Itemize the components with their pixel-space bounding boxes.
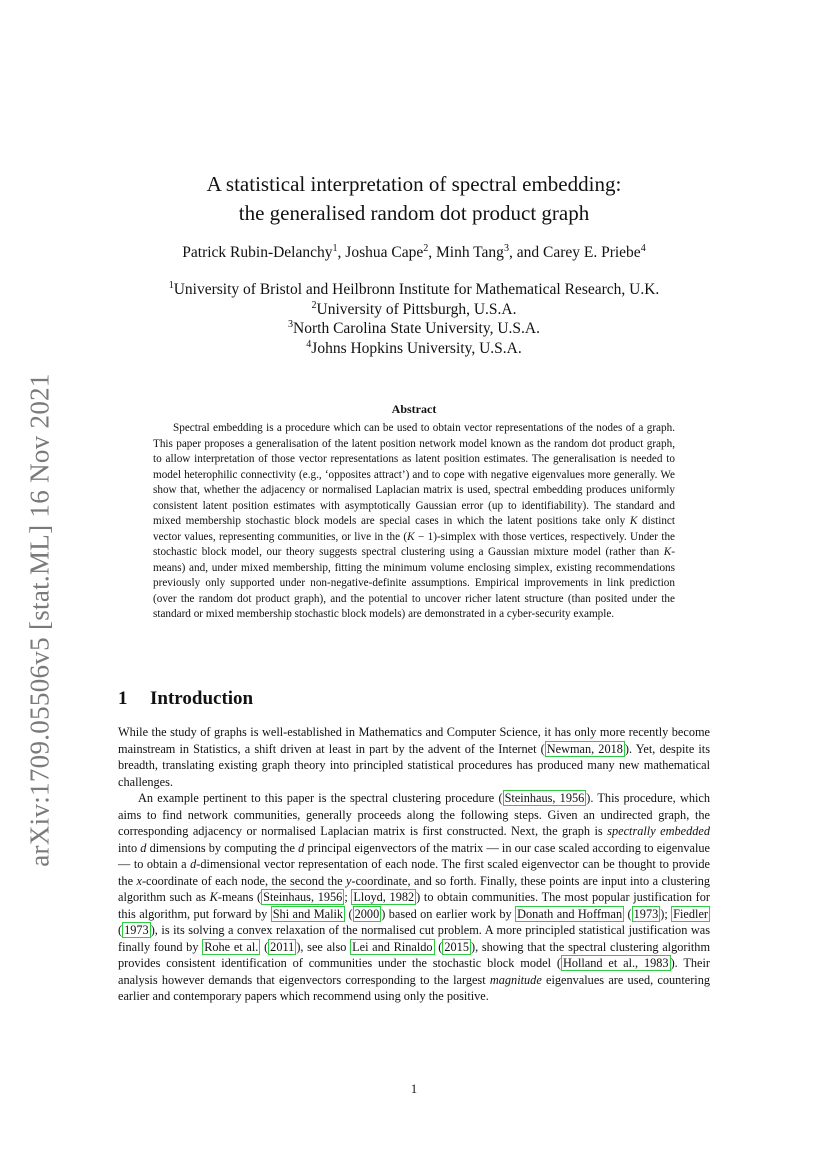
emphasis: spectrally embedded	[607, 824, 710, 838]
math-var: d	[140, 840, 147, 855]
citation-link[interactable]: Shi and Malik	[272, 906, 344, 921]
text-span: eigenvalues are used, countering earlier and contemporary papers which recommend using only the positive.	[118, 972, 710, 1003]
citation-link[interactable]: Donath and Hoffman	[517, 906, 623, 921]
text-span: (	[624, 906, 632, 921]
citation-link[interactable]: 2000	[354, 906, 380, 921]
citation-link[interactable]: 1973	[633, 906, 659, 921]
emphasis: magnitude	[489, 972, 542, 987]
citation-link[interactable]: Newman, 2018	[546, 741, 623, 756]
text-span: ) to obtain communities. The most popular justification for this algorithm, put forward by	[118, 890, 711, 921]
citation-link[interactable]: Lloyd, 1982	[353, 890, 415, 904]
paragraph	[118, 724, 710, 790]
title-line-1: A statistical interpretation of spectral embedding:	[206, 172, 622, 196]
body-text	[118, 724, 710, 1005]
abstract-span: distinct vector values, representing communities, or live in the (	[153, 515, 675, 543]
math-var: K	[629, 515, 638, 527]
affiliation-mark: 2	[311, 299, 317, 311]
math-var: y	[346, 873, 352, 888]
affiliation-text: University of Pittsburgh, U.S.A.	[316, 300, 517, 318]
affiliation	[118, 280, 710, 300]
paragraph	[118, 790, 710, 1005]
affiliation	[118, 319, 710, 339]
affiliation-text: University of Bristol and Heilbronn Institute for Mathematical Research, U.K.	[173, 281, 660, 298]
author-name: Patrick Rubin-Delanchy	[182, 244, 333, 261]
text-span: );	[660, 906, 672, 921]
text-span: ). Yet, despite its breadth, translating existing graph theory into principled statistical procedures has produced many new mathematical challenges.	[118, 741, 711, 789]
affiliation-mark: 1	[168, 279, 174, 291]
text-span: -coordinate of each node, the second the	[141, 873, 347, 888]
text-span: ), see also	[296, 939, 351, 954]
affiliation	[118, 339, 710, 359]
abstract-span: Spectral embedding is a procedure which can be used to obtain vector representations of the nodes of a graph. This paper proposes a generalisation of the latent position network model known as the random dot product graph, to allow interpretation of those vector representations as latent position estimates. The generalisation is needed to model heterophilic connectivity (e.g., ‘opposites attract’) and to cope with negative eigenvalues more generally. We show that, whether the adjacency or normalised Laplacian matrix is used, spectral embedding produces uniformly consistent latent position estimates with asymptotically Gaussian error (up to identifiability). The standard and mixed membership stochastic block models are special cases in which the latent positions take only	[153, 422, 675, 527]
math-var: d	[298, 840, 305, 855]
citation-link[interactable]: Fiedler	[673, 906, 709, 921]
math-var: K	[209, 890, 218, 904]
text-span: (	[260, 939, 269, 954]
abstract-text	[153, 421, 675, 623]
math-var: K	[407, 530, 415, 543]
text-span: (	[434, 939, 443, 954]
text-span: ) based on earlier work by	[381, 906, 516, 921]
text-span: -coordinate, and so forth. Finally, these points are input into a clustering algorithm such as	[118, 873, 710, 904]
citation-link[interactable]: Steinhaus, 1956	[504, 791, 585, 805]
text-span: (	[345, 906, 353, 921]
text-span: into	[118, 840, 141, 855]
author-separator: ,	[337, 244, 346, 261]
text-span: (	[118, 923, 123, 937]
citation-link[interactable]: Steinhaus, 1956	[263, 890, 343, 904]
abstract-span: -means) and, under mixed membership, fitting the minimum volume enclosing simplex, existing recommendations previously only supported under non-negative-definite assumptions. Empirical improvements in link prediction (over the random dot product graph), and the potential to uncover richer latent structure (than posited under the standard or mixed membership stochastic block models) are demonstrated in a cyber-security example.	[153, 546, 675, 620]
page-number: 1	[410, 1082, 418, 1096]
math-var: x	[136, 873, 142, 888]
affiliation-text: North Carolina State University, U.S.A.	[293, 320, 540, 337]
citation-link[interactable]: 2015	[444, 939, 469, 954]
author-name: Minh Tang	[435, 244, 504, 261]
citation-link[interactable]: 2011	[270, 939, 295, 954]
author-affil-mark: 3	[503, 242, 509, 254]
author-name: Joshua Cape	[345, 244, 424, 261]
abstract-heading: Abstract	[391, 402, 437, 416]
text-span: ). This procedure, which aims to find network communities, generally proceeds along the following steps. Given an undirected graph, the corresponding adjacency or normalised Laplacian matrix is first constructed. Next, the graph is	[118, 791, 710, 838]
text-span: ). Their analysis however demands that eigenvectors corresponding to the largest	[118, 956, 710, 987]
author-separator: , and	[508, 244, 543, 261]
affiliation-mark: 4	[306, 338, 312, 350]
author-separator: ,	[428, 244, 436, 261]
math-var: K	[663, 546, 672, 558]
affiliation-list	[118, 280, 710, 358]
author-affil-mark: 4	[640, 242, 646, 254]
citation-link[interactable]: Holland et al., 1983	[562, 956, 669, 970]
author-affil-mark: 1	[332, 242, 338, 254]
section-title: Introduction	[150, 688, 254, 709]
section-heading	[118, 688, 710, 710]
text-span: ;	[344, 890, 352, 904]
affiliation-text: Johns Hopkins University, U.S.A.	[311, 339, 522, 357]
section-number: 1	[118, 688, 128, 709]
text-span: -dimensional vector representation of each node. The first scaled eigenvector can be thought to provide the	[118, 857, 710, 888]
text-span: ), showing that the spectral clustering algorithm provides consistent identification of communities under the stochastic block model (	[118, 939, 711, 970]
text-span: An example pertinent to this paper is the spectral clustering procedure (	[138, 791, 503, 805]
citation-link[interactable]: Rohe et al.	[204, 939, 259, 954]
author-affil-mark: 2	[423, 242, 429, 254]
text-span: ), is its solving a convex relaxation of the normalised cut problem. A more principled statistical justification was finally found by	[118, 923, 710, 954]
author-list	[118, 244, 710, 262]
text-span: principal eigenvectors of the matrix — in our case scaled according to eigenvalue — to obtain a	[118, 840, 710, 871]
citation-link[interactable]: Lei and Rinaldo	[352, 939, 433, 954]
abstract-span: − 1)-simplex with those vertices, respectively. Under the stochastic block model, our theory suggests spectral clustering using a Gaussian mixture model (rather than	[153, 530, 676, 558]
title-line-2: the generalised random dot product graph	[238, 201, 590, 225]
text-span: While the study of graphs is well-established in Mathematics and Computer Science, it has only more recently become mainstream in Statistics, a shift driven at least in part by the advent of the Internet (	[118, 725, 710, 756]
affiliation-mark: 3	[288, 318, 294, 330]
math-var: d	[190, 857, 197, 871]
citation-link[interactable]: 1973	[124, 923, 149, 937]
paper-title	[118, 170, 710, 228]
arxiv-stamp: arXiv:1709.05506v5 [stat.ML] 16 Nov 2021	[24, 373, 55, 867]
text-span: -means (	[217, 890, 262, 904]
affiliation	[118, 300, 710, 320]
author-name: Carey E. Priebe	[542, 244, 641, 261]
text-span: dimensions by computing the	[146, 840, 299, 855]
